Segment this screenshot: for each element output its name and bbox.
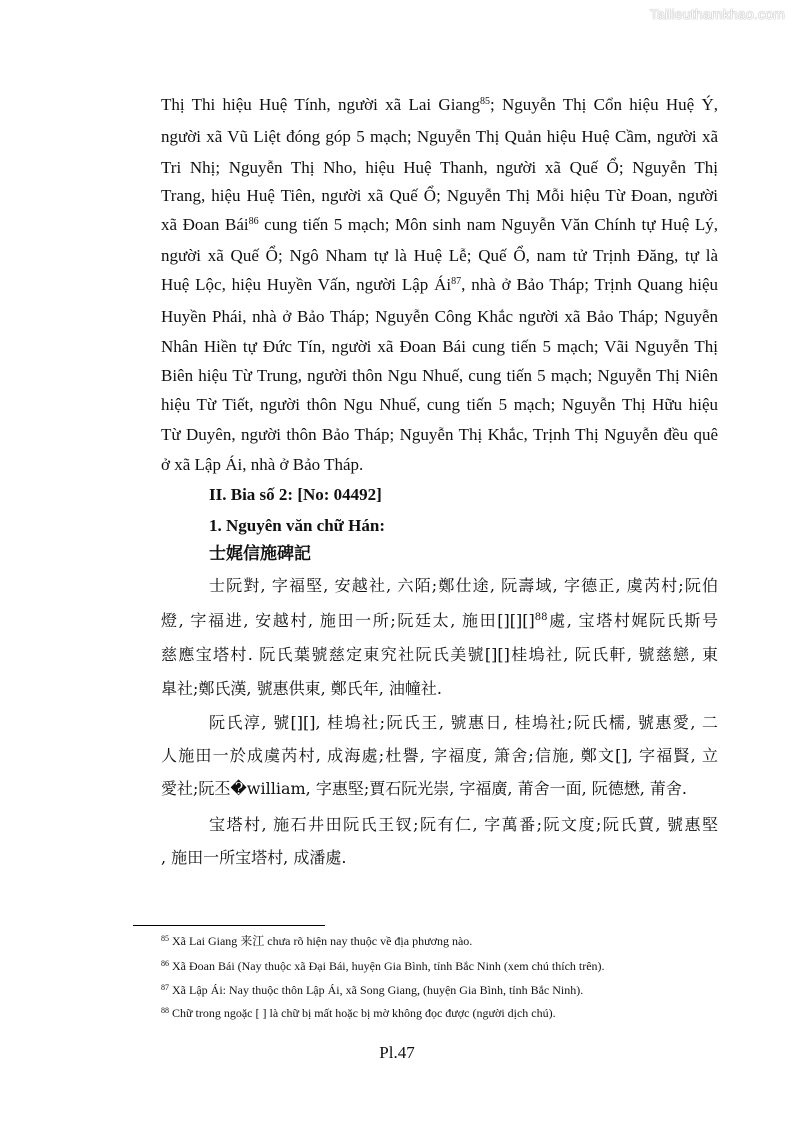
han-title: 士娓信施碑記 bbox=[209, 544, 311, 564]
footnote-85: $^{85}$ Xã Lai Giang 来江 chưa rõ hiện nay thuộc về địa phương nào. bbox=[161, 934, 473, 948]
page-number: Pl.47 bbox=[379, 1043, 415, 1062]
footnote-88: $^{88}$ Chữ trong ngoặc [ ] là chữ bị mất hoặc bị mờ không đọc được (người dịch chú). bbox=[161, 1006, 556, 1020]
han-p1-line-3: 慈應宝塔村. 阮氏葉號慈定東究社阮氏美號[][]桂塢社, 阮氏軒, 號慈戀, 東 bbox=[161, 645, 718, 664]
sub-heading: 1. Nguyên văn chữ Hán: bbox=[209, 516, 385, 535]
p1-line-8: Huyền Phái, nhà ở Bảo Tháp; Nguyễn Công Khắc người xã Bảo Tháp; Nguyễn bbox=[161, 307, 718, 326]
han-p1-line-2: 燈, 字福进, 安越村, 施田一所;阮廷太, 施田[][][]$^{88}$處, 宝塔村娓阮氏斯号 bbox=[161, 611, 718, 630]
watermark: Tailieuthamkhao.com bbox=[649, 6, 785, 22]
footnote-86: $^{86}$ Xã Đoan Bái (Nay thuộc xã Đại Bái, huyện Gia Bình, tỉnh Bắc Ninh (xem chú thích trên). bbox=[161, 959, 605, 973]
han-p3-line-2: , 施田一所宝塔村, 成潘處. bbox=[161, 848, 347, 867]
p1-line-13: ở xã Lập Ái, nhà ở Bảo Tháp. bbox=[161, 455, 364, 474]
p1-line-2: người xã Vũ Liệt đóng góp 5 mạch; Nguyễn Thị Quản hiệu Huệ Cầm, người xã bbox=[161, 127, 718, 146]
p1-line-9: Nhân Hiền tự Đức Tín, người xã Đoan Bái cung tiến 5 mạch; Vãi Nguyễn Thị bbox=[161, 337, 718, 356]
p1-line-11: hiệu Từ Tiết, người thôn Ngu Nhuế, cung tiến 5 mạch; Nguyễn Thị Hữu hiệu bbox=[161, 395, 718, 414]
p1-line-3: Tri Nhị; Nguyễn Thị Nho, hiệu Huệ Thanh, người xã Quế Ổ; Nguyễn Thị bbox=[161, 158, 718, 177]
section-heading: II. Bia số 2: [No: 04492] bbox=[209, 485, 382, 504]
p1-line-4: Trang, hiệu Huệ Tiên, người xã Quế Ổ; Nguyễn Thị Mỗi hiệu Từ Đoan, người bbox=[161, 186, 718, 205]
han-p2-line-2: 人施田一於成虞芮村, 成海處;杜譽, 字福度, 箫舍;信施, 鄭文[], 字福賢, 立 bbox=[161, 746, 718, 765]
p1-line-12: Từ Duyên, người thôn Bảo Tháp; Nguyễn Thị Khắc, Trịnh Thị Nguyễn đều quê bbox=[161, 425, 718, 444]
p1-line-7: Huệ Lộc, hiệu Huyền Vấn, người Lập $Ái^{87}$, nhà ở Bảo Tháp; Trịnh Quang hiệu bbox=[161, 275, 718, 294]
han-p1-line-1: 士阮對, 字福堅, 安越社, 六陌;鄭仕途, 阮壽域, 字德正, 虞芮村;阮伯 bbox=[209, 576, 718, 595]
han-p2-line-1: 阮氏淳, 號[][], 桂塢社;阮氏王, 號惠日, 桂塢社;阮氏檽, 號惠愛, 二 bbox=[209, 713, 718, 732]
footnote-87: $^{87}$ Xã Lập Ái: Nay thuộc thôn Lập Ái, xã Song Giang, (huyện Gia Bình, tỉnh Bắc Ninh). bbox=[161, 983, 584, 997]
p1-line-10: Biên hiệu Từ Trung, người thôn Ngu Nhuế, cung tiến 5 mạch; Nguyễn Thị Niên bbox=[161, 366, 718, 385]
han-p2-line-3: 愛社;阮丕�william, 字惠堅;賈石阮光崇, 字福廣, 莆舍一面, 阮德懋, 莆舍. bbox=[161, 779, 688, 798]
p1-line-1: Thị Thi hiệu Huệ Tính, người xã Lai Giang$^{85}$; Nguyễn Thị Cổn hiệu Huệ Ý, bbox=[161, 95, 718, 114]
han-p3-line-1: 宝塔村, 施石井田阮氏王钗;阮有仁, 字萬番;阮文度;阮氏蕒, 號惠堅 bbox=[209, 815, 718, 834]
p1-line-6: người xã Quế Ổ; Ngô Nham tự là Huệ Lễ; Quế Ổ, nam tử Trịnh Đăng, tự là bbox=[161, 246, 718, 265]
p1-line-5: xã Đoan Bái$^{86}$ cung tiến 5 mạch; Môn sinh nam Nguyễn Văn Chính tự Huệ Lý, bbox=[161, 215, 718, 234]
han-p1-line-4: 臯社;鄭氏漢, 號惠供東, 鄭氏年, 油幢社. bbox=[161, 679, 442, 698]
footnote-divider bbox=[133, 925, 325, 926]
